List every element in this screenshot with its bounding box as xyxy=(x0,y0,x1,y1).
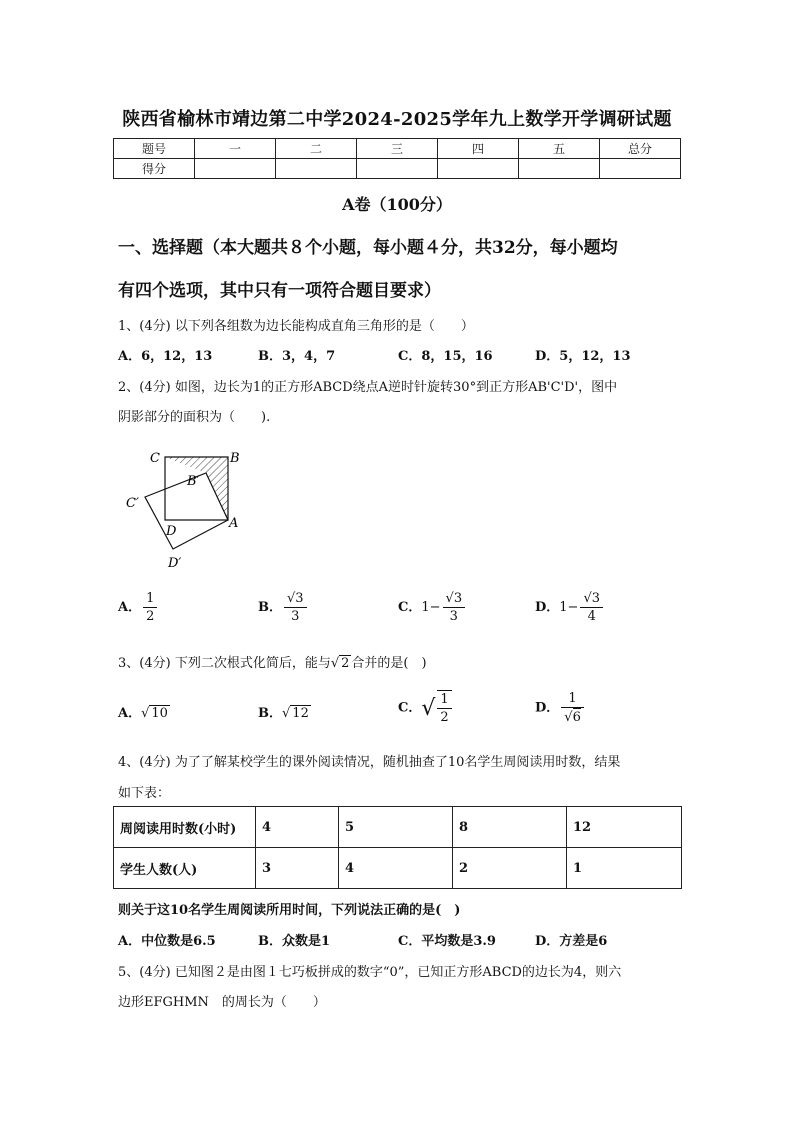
q4-stem-line1: 4、(4分) 为了了解某校学生的课外阅读情况，随机抽查了10名学生周阅读用时数，结果 xyxy=(118,755,621,770)
score-header-cell: 题号 xyxy=(114,139,195,159)
q3-option-b xyxy=(258,702,311,721)
q1-option-b: B．3，4，7 xyxy=(258,349,336,364)
section-a-title: A卷（100分） xyxy=(342,195,452,214)
score-table-header-row xyxy=(114,139,681,159)
q3-stem-post: 合并的是( ) xyxy=(351,656,427,671)
radicand: 6 xyxy=(572,710,581,725)
q3-stem xyxy=(118,652,427,671)
q4-option-b: B．众数是1 xyxy=(258,934,331,949)
q1-option-d: D．5，12，13 xyxy=(535,349,631,364)
q1-stem: 1、(4分) 以下列各组数为边长能构成直角三角形的是（ ） xyxy=(118,319,474,334)
section-heading-line2: 有四个选项，其中只有一项符合题目要求） xyxy=(118,281,441,301)
table-cell: 5 xyxy=(339,807,453,848)
q2-option-d xyxy=(535,590,605,625)
radicand: 12 xyxy=(292,706,309,721)
q1-option-a: A．6，12，13 xyxy=(118,349,213,364)
score-header-cell: 一 xyxy=(195,139,276,159)
q2-figure xyxy=(120,445,260,579)
table-cell: 8 xyxy=(453,807,567,848)
q4-options xyxy=(118,930,718,950)
q3-option-d xyxy=(535,690,586,726)
q5-stem-line1: 5、(4分) 已知图２是由图１七巧板拼成的数字“0”，已知正方形ABCD的边长为4，则六 xyxy=(118,965,622,980)
table-cell: 1 xyxy=(567,848,682,889)
score-label-cell: 得分 xyxy=(114,159,195,179)
q2-stem-line2: 阴影部分的面积为（ ). xyxy=(118,410,271,425)
score-blank-cell xyxy=(276,159,357,179)
q2-option-a xyxy=(118,590,159,625)
q4-after-table: 则关于这10名学生周阅读所用时间，下列说法正确的是( ) xyxy=(118,903,461,918)
q2-option-a-letter: A． xyxy=(118,600,142,615)
label-c: C xyxy=(150,451,160,466)
label-b: B xyxy=(230,451,240,466)
numerator: 1 xyxy=(437,691,451,709)
q2-option-d-letter: D． xyxy=(535,600,560,615)
fraction xyxy=(580,590,603,625)
table-cell: 2 xyxy=(453,848,567,889)
q4-option-d: D．方差是6 xyxy=(535,934,608,949)
numerator: √3 xyxy=(580,590,603,608)
q4-option-c: C．平均数是3.9 xyxy=(398,934,496,949)
table-cell: 4 xyxy=(339,848,453,889)
label-d-prime: D′ xyxy=(168,556,182,571)
rotated-square-diagram xyxy=(120,445,260,575)
table-row xyxy=(114,848,682,889)
score-header-cell: 二 xyxy=(276,139,357,159)
table-cell: 4 xyxy=(256,807,339,848)
q3-option-b-letter: B． xyxy=(258,706,282,721)
q3-stem-pre: 3、(4分) 下列二次根式化简后，能与 xyxy=(118,656,331,671)
denominator: 2 xyxy=(146,609,155,624)
score-blank-cell xyxy=(195,159,276,179)
prefix: 1− xyxy=(559,600,579,615)
q2-option-c xyxy=(398,590,467,625)
denominator: 4 xyxy=(587,609,596,624)
sqrt: √ 12 xyxy=(282,706,309,721)
score-table xyxy=(113,138,681,179)
q2-option-b-letter: B． xyxy=(258,600,282,615)
sqrt: √ 2 xyxy=(330,656,350,671)
score-blank-cell xyxy=(438,159,519,179)
table-cell: 12 xyxy=(567,807,682,848)
fraction xyxy=(443,590,466,625)
q5-stem-line2: 边形EFGHMN 的周长为（ ） xyxy=(118,995,326,1010)
score-blank-cell xyxy=(600,159,681,179)
sqrt-big: √ xyxy=(421,695,436,721)
score-header-cell: 四 xyxy=(438,139,519,159)
q3-option-a xyxy=(118,702,170,721)
q2-option-c-letter: C． xyxy=(398,600,422,615)
score-header-cell: 总分 xyxy=(600,139,681,159)
label-b-prime: B′ xyxy=(187,474,200,489)
numerator: 1 xyxy=(143,590,157,608)
q3-option-a-letter: A． xyxy=(118,706,142,721)
score-blank-cell xyxy=(519,159,600,179)
q4-option-a: A．中位数是6.5 xyxy=(118,934,216,949)
radicand: 10 xyxy=(151,706,168,721)
label-c-prime: C′ xyxy=(126,496,139,511)
q1-option-c: C．8，15，16 xyxy=(398,349,493,364)
denominator: 3 xyxy=(291,609,300,624)
score-table-score-row xyxy=(114,159,681,179)
q1-options xyxy=(118,345,718,365)
section-heading-line1: 一、选择题（本大题共８个小题，每小题４分，共32分，每小题均 xyxy=(118,238,618,258)
sqrt: √ 10 xyxy=(141,706,168,721)
q3-option-c xyxy=(398,690,454,726)
numerator: √3 xyxy=(284,590,307,608)
q2-option-b xyxy=(258,590,309,625)
label-d: D xyxy=(166,524,177,539)
q2-stem-line1: 2、(4分) 如图，边长为1的正方形ABCD绕点A逆时针旋转30°到正方形AB'C'D'，图中 xyxy=(118,380,618,395)
table-cell: 3 xyxy=(256,848,339,889)
q3-option-d-letter: D． xyxy=(535,700,560,716)
score-header-cell: 三 xyxy=(357,139,438,159)
denominator: 2 xyxy=(440,710,449,725)
denominator: 3 xyxy=(449,609,458,624)
prefix: 1− xyxy=(421,600,441,615)
fraction xyxy=(561,690,584,726)
table-cell: 周阅读用时数(小时) xyxy=(114,807,256,848)
q3-options xyxy=(118,690,718,734)
fraction xyxy=(437,690,451,726)
fraction xyxy=(284,590,307,625)
numerator: 1 xyxy=(561,690,584,708)
q3-option-c-letter: C． xyxy=(398,700,422,716)
label-a: A xyxy=(229,516,239,531)
q2-options xyxy=(118,590,718,630)
score-blank-cell xyxy=(357,159,438,179)
exam-title: 陕西省榆林市靖边第二中学2024-2025学年九上数学开学调研试题 xyxy=(122,109,672,130)
score-header-cell: 五 xyxy=(519,139,600,159)
table-cell: 学生人数(人) xyxy=(114,848,256,889)
numerator: √3 xyxy=(443,590,466,608)
fraction xyxy=(143,590,157,625)
radicand: 2 xyxy=(341,656,350,671)
table-row xyxy=(114,807,682,848)
reading-time-table xyxy=(113,806,682,889)
q4-stem-line2: 如下表： xyxy=(118,786,171,801)
denominator-sqrt: √6 xyxy=(564,710,581,725)
